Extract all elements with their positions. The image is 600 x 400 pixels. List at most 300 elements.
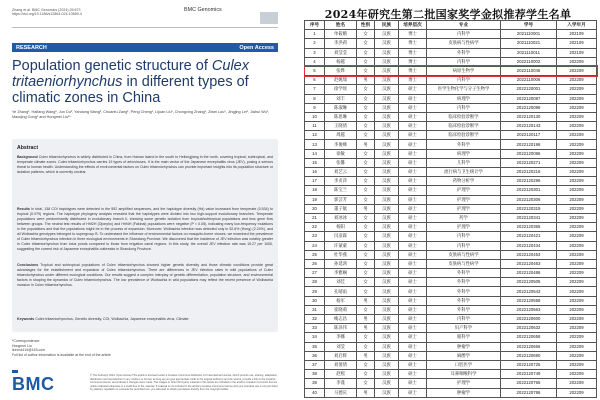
table-cell: 硕士 (399, 342, 427, 351)
abstract-box (12, 139, 278, 332)
table-cell: 硕士 (399, 149, 427, 158)
table-cell: 陈思琳 (325, 112, 357, 121)
table-cell: 202209 (557, 213, 597, 222)
table-cell: 徐敏 (325, 149, 357, 158)
table-cell: 硕士 (399, 158, 427, 167)
table-cell: 病原生物学 (427, 66, 501, 75)
table-cell: 女 (357, 149, 375, 158)
table-row (305, 168, 597, 177)
table-cell: 李谨 (325, 379, 357, 388)
table-cell: 202209 (557, 305, 597, 314)
table-cell: 硕士 (399, 333, 427, 342)
table-cell: 女 (357, 269, 375, 278)
table-cell: 汉族 (375, 48, 399, 57)
table-cell: 2022120558 (501, 296, 557, 305)
table-cell: 36 (305, 351, 325, 360)
table-cell: 女 (357, 259, 375, 268)
table-cell: 202109 (557, 48, 597, 57)
table-cell: 21 (305, 213, 325, 222)
table-row (305, 269, 597, 278)
article-type: RESEARCH (16, 44, 47, 51)
table-cell: 32 (305, 315, 325, 324)
table-row (305, 30, 597, 39)
table-cell: 2022120600 (501, 315, 557, 324)
table-cell: 202209 (557, 259, 597, 268)
table-cell: 女 (357, 186, 375, 195)
table-cell: 博士 (399, 57, 427, 66)
table-row (305, 204, 597, 213)
table-cell: 2022120001 (501, 85, 557, 94)
table-cell: 2022120296 (501, 177, 557, 186)
table-cell: 男 (357, 76, 375, 85)
table-cell: 2022120563 (501, 305, 557, 314)
table-cell: 肿瘤学 (427, 342, 501, 351)
table-cell: 202209 (557, 342, 597, 351)
table-cell: 汉族 (375, 305, 399, 314)
table-cell: 2022120543 (501, 287, 557, 296)
table-cell: 29 (305, 287, 325, 296)
table-cell: 202209 (557, 149, 597, 158)
table-row (305, 213, 597, 222)
table-cell: 刘启辉 (325, 351, 357, 360)
table-row (305, 351, 597, 360)
table-header-row (305, 21, 597, 30)
table-cell: 202209 (557, 57, 597, 66)
table-cell: 28 (305, 278, 325, 287)
table-cell: 单筱娥 (325, 30, 357, 39)
column-header: 培养层次 (399, 21, 427, 30)
table-cell: 汉族 (375, 76, 399, 85)
table-cell: 杨阳 (325, 223, 357, 232)
table-cell: 2022120463 (501, 259, 557, 268)
table-cell: 2022120486 (501, 269, 557, 278)
header-divider (12, 27, 278, 28)
table-cell: 2022120087 (501, 94, 557, 103)
table-cell: 刘艺云 (325, 168, 357, 177)
table-cell: 病理学 (427, 149, 501, 158)
table-cell: 2022120453 (501, 250, 557, 259)
table-row (305, 76, 597, 85)
table-cell: 女 (357, 112, 375, 121)
table-cell: 女 (357, 360, 375, 369)
table-cell: 陈淑琳 (325, 103, 357, 112)
table-cell: 202209 (557, 370, 597, 379)
table-cell: 硕士 (399, 122, 427, 131)
table-row (305, 103, 597, 112)
table-cell: 硕士 (399, 241, 427, 250)
table-cell: 2022120341 (501, 213, 557, 222)
table-cell: 郭芸芳 (325, 195, 357, 204)
table-cell: 汉族 (375, 85, 399, 94)
table-cell: 汉族 (375, 269, 399, 278)
table-cell: 护理学 (427, 223, 501, 232)
column-header: 入学年月 (557, 21, 597, 30)
table-cell: 女 (357, 122, 375, 131)
table-cell: 汉族 (375, 315, 399, 324)
table-row (305, 324, 597, 333)
table-row (305, 48, 597, 57)
table-cell: 11 (305, 122, 325, 131)
table-cell: 202209 (557, 296, 597, 305)
table-cell: 汉族 (375, 223, 399, 232)
table-cell: 8 (305, 94, 325, 103)
table-cell: 202209 (557, 122, 597, 131)
table-cell: 外科学 (427, 305, 501, 314)
table-cell: 202209 (557, 177, 597, 186)
table-cell: 202209 (557, 131, 597, 140)
table-cell: 周越 (325, 131, 357, 140)
column-header: 专业 (427, 21, 501, 30)
table-cell: 博士 (399, 66, 427, 75)
table-cell: 病理学 (427, 94, 501, 103)
table-cell: 2021110021 (501, 39, 557, 48)
table-cell: 25 (305, 250, 325, 259)
table-cell: 汉族 (375, 195, 399, 204)
table-cell: 女 (357, 287, 375, 296)
table-cell: 女 (357, 30, 375, 39)
table-cell: 202209 (557, 241, 597, 250)
table-cell: 2022120196 (501, 140, 557, 149)
table-cell: 硕士 (399, 388, 427, 397)
table-cell: 男 (357, 388, 375, 397)
table-cell: 女 (357, 379, 375, 388)
table-cell: 汉族 (375, 103, 399, 112)
table-cell: 女 (357, 223, 375, 232)
table-cell: 女 (357, 370, 375, 379)
table-cell: 202209 (557, 232, 597, 241)
table-cell: 2022110046 (501, 66, 557, 75)
table-cell: 汉族 (375, 342, 399, 351)
table-row (305, 232, 597, 241)
table-cell: 硕士 (399, 379, 427, 388)
table-cell: 33 (305, 324, 325, 333)
table-cell: 30 (305, 296, 325, 305)
table-cell: 27 (305, 269, 325, 278)
table-cell: 硕士 (399, 112, 427, 121)
table-cell: 许蒙蒙 (325, 241, 357, 250)
table-cell: 202209 (557, 195, 597, 204)
table-row (305, 39, 597, 48)
table-cell: 博士 (399, 30, 427, 39)
column-header: 性别 (357, 21, 375, 30)
table-cell: 202209 (557, 223, 597, 232)
table-cell: 202209 (557, 103, 597, 112)
table-cell: 202209 (557, 112, 597, 121)
table-cell: 5 (305, 66, 325, 75)
table-row (305, 149, 597, 158)
table-cell: 202209 (557, 287, 597, 296)
table-cell: 202209 (557, 76, 597, 85)
table-cell: 马德庆 (325, 388, 357, 397)
table-cell: 汉族 (375, 324, 399, 333)
table-cell: 汉族 (375, 131, 399, 140)
table-cell: 7 (305, 85, 325, 94)
table-cell: 刘佳 (325, 278, 357, 287)
table-cell: 女 (357, 39, 375, 48)
table-cell: 硕士 (399, 94, 427, 103)
table-cell: 2022120130 (501, 112, 557, 121)
table-cell: 内科学 (427, 315, 501, 324)
table-row (305, 250, 597, 259)
table-cell: 硕士 (399, 259, 427, 268)
table-row (305, 66, 597, 75)
table-cell: 女 (357, 66, 375, 75)
table-cell: 临床检验诊断学 (427, 112, 501, 121)
table-row (305, 360, 597, 369)
table-cell: 肿瘤学 (427, 388, 501, 397)
table-cell: 妇产科学 (427, 324, 501, 333)
article-type-banner (12, 43, 278, 52)
table-cell: 汉族 (375, 66, 399, 75)
table-cell: 张馨 (325, 158, 357, 167)
table-cell: 男 (357, 315, 375, 324)
table-cell: 2022110006 (501, 76, 557, 85)
table-row (305, 379, 597, 388)
table-cell: 202209 (557, 324, 597, 333)
table-cell: 内科学 (427, 232, 501, 241)
table-cell: 赵熙 (325, 370, 357, 379)
table-cell: 汉族 (375, 122, 399, 131)
table-row (305, 278, 597, 287)
table-cell: 外科学 (427, 269, 501, 278)
table-cell: 女 (357, 305, 375, 314)
list-title: 2024年研究生第二批国家奖学金拟推荐学生名单 (324, 8, 572, 21)
table-cell: 2022120434 (501, 241, 557, 250)
table-cell: 35 (305, 342, 325, 351)
table-cell: 汉族 (375, 232, 399, 241)
table-cell: 张烨 (325, 66, 357, 75)
table-cell: 2022120632 (501, 324, 557, 333)
paper-title: Population genetic structure of Culex tritaeniorhynchus in different types of climatic zones in China (12, 58, 249, 106)
table-cell: 汉族 (375, 30, 399, 39)
table-cell: 23 (305, 232, 325, 241)
table-cell: 麻醉学 (427, 351, 501, 360)
table-cell: 崔晓萌 (325, 305, 357, 314)
table-cell: 2022120216 (501, 168, 557, 177)
table-cell: 博士 (399, 76, 427, 85)
table-cell: 31 (305, 305, 325, 314)
table-row (305, 186, 597, 195)
table-cell: 女 (357, 177, 375, 186)
table-cell: 耳鼻咽喉科学 (427, 370, 501, 379)
table-row (305, 342, 597, 351)
table-cell: 汉族 (375, 112, 399, 121)
table-cell: 汉族 (375, 94, 399, 103)
table-cell: 硕士 (399, 103, 427, 112)
table-cell: 硕士 (399, 131, 427, 140)
table-cell: 汉族 (375, 140, 399, 149)
table-cell: 女 (357, 131, 375, 140)
table-cell: 硕士 (399, 213, 427, 222)
table-row (305, 259, 597, 268)
table-cell: 6 (305, 76, 325, 85)
table-cell: 14 (305, 149, 325, 158)
table-row (305, 122, 597, 131)
table-cell: 汉族 (375, 333, 399, 342)
table-cell: 刘丰 (325, 94, 357, 103)
table-cell: 内科学 (427, 76, 501, 85)
table-cell: 汉族 (375, 370, 399, 379)
table-cell: 外科学 (427, 296, 501, 305)
open-access-label: Open Access (239, 44, 274, 51)
table-cell: 护理学 (427, 186, 501, 195)
table-cell: 汉族 (375, 204, 399, 213)
table-cell: 17 (305, 177, 325, 186)
table-cell: 26 (305, 259, 325, 268)
table-cell: 2022120365 (501, 223, 557, 232)
table-cell: 博士 (399, 48, 427, 57)
abstract-heading: Abstract (17, 145, 39, 151)
table-cell: 2022120306 (501, 195, 557, 204)
table-cell: 流行病与卫生统计学 (427, 168, 501, 177)
table-cell: 39 (305, 379, 325, 388)
table-cell: 汉族 (375, 379, 399, 388)
column-header: 姓名 (325, 21, 357, 30)
table-cell: 内科学 (427, 103, 501, 112)
table-cell: 2 (305, 39, 325, 48)
table-cell: 口腔医学 (427, 360, 501, 369)
journal-logo (260, 12, 278, 24)
table-body (305, 30, 597, 398)
species-name: Culex tritaeniorhynchus (12, 58, 249, 90)
column-header: 序号 (305, 21, 325, 30)
correspondence: *Correspondence: Hongmei Liu liuhm4416@163.com Full list of author information is available at the end of the article (12, 339, 111, 357)
table-cell: 护理学 (427, 204, 501, 213)
table-cell: 202209 (557, 168, 597, 177)
table-cell: 王晓倩 (325, 122, 357, 131)
table-row (305, 195, 597, 204)
table-row (305, 140, 597, 149)
table-cell: 女 (357, 85, 375, 94)
table-cell: 孙延鸿 (325, 259, 357, 268)
table-cell: 硕士 (399, 177, 427, 186)
table-cell: 护理学 (427, 379, 501, 388)
table-cell: 皮肤病与性病学 (427, 259, 501, 268)
table-cell: 2022120725 (501, 360, 557, 369)
table-cell: 202209 (557, 351, 597, 360)
table-cell: 13 (305, 140, 325, 149)
table-cell: 博士 (399, 39, 427, 48)
table-cell: 202109 (557, 30, 597, 39)
table-cell: 硕士 (399, 232, 427, 241)
table-cell: 4 (305, 57, 325, 66)
table-row (305, 287, 597, 296)
table-row (305, 241, 597, 250)
table-cell: 24 (305, 241, 325, 250)
table-cell: 内科学 (427, 30, 501, 39)
table-cell: 刘倩倩 (325, 360, 357, 369)
table-cell: 汉族 (375, 250, 399, 259)
table-cell: 汉族 (375, 158, 399, 167)
table-cell: 汉族 (375, 149, 399, 158)
publisher-logo: BMC (12, 374, 55, 394)
table-cell: 汉族 (375, 241, 399, 250)
table-cell: 硕士 (399, 186, 427, 195)
table-cell: 孔晴雨 (325, 287, 357, 296)
table-cell: 女 (357, 94, 375, 103)
table-cell: 2022120143 (501, 122, 557, 131)
table-cell: 女 (357, 213, 375, 222)
paper-first-page (2, 2, 288, 398)
table-cell: 硕士 (399, 195, 427, 204)
table-cell: 硕士 (399, 250, 427, 259)
table-cell: 眼科学 (427, 333, 501, 342)
table-cell: 12 (305, 131, 325, 140)
table-cell: 皮肤病与性病学 (427, 39, 501, 48)
table-cell: 硕士 (399, 85, 427, 94)
table-cell: 硕士 (399, 305, 427, 314)
table-cell: 女 (357, 48, 375, 57)
table-cell: 34 (305, 333, 325, 342)
table-cell: 202209 (557, 66, 597, 75)
table-cell: 202209 (557, 315, 597, 324)
table-cell: 37 (305, 360, 325, 369)
table-cell: 硕士 (399, 315, 427, 324)
table-cell: 硕士 (399, 296, 427, 305)
table-cell: 临床检验诊断学 (427, 122, 501, 131)
table-cell: 杨军 (325, 296, 357, 305)
table-cell: 3 (305, 48, 325, 57)
table-row (305, 112, 597, 121)
table-cell: 2022120765 (501, 379, 557, 388)
table-row (305, 315, 597, 324)
table-cell: 男 (357, 351, 375, 360)
abstract-conclusions: Conclusions Tropical and subtropical populations of Culex tritaeniorhynchus showed higher genetic diversity and those climatic conditions provide great advantages for the establishment and expansion of Culex tritaeniorhynchus. There are differences in JEV infection rates in wild populations of Culex tritaeniorhynchus under different ecological conditions. Our results suggest a complex interplay of genetic differentiation, population structure, and environmental factors in shaping the dynamics of Culex tritaeniorhynchus. The low prevalence of Wolbachia in wild populations may reflect the recent presence of Wolbachia invasion in Culex tritaeniorhynchus. (17, 263, 274, 288)
table-cell: 硕士 (399, 140, 427, 149)
table-cell: 2022120690 (501, 351, 557, 360)
table-cell: 外科学 (427, 287, 501, 296)
table-row (305, 305, 597, 314)
table-cell: 皮肤病与性病学 (427, 250, 501, 259)
table-cell: 男 (357, 324, 375, 333)
table-cell: 李俊峰 (325, 140, 357, 149)
table-cell: 董子航 (325, 204, 357, 213)
column-header: 民族 (375, 21, 399, 30)
table-cell: 9 (305, 103, 325, 112)
table-cell: 男 (357, 140, 375, 149)
table-row (305, 388, 597, 397)
table-cell: 2022110002 (501, 57, 557, 66)
table-cell: 硕士 (399, 370, 427, 379)
table-cell: 汉族 (375, 278, 399, 287)
table-cell: 外科学 (427, 278, 501, 287)
table-cell: 硕士 (399, 278, 427, 287)
table-cell: 202209 (557, 379, 597, 388)
table-cell: 2022120117 (501, 131, 557, 140)
table-cell: 李雅娴 (325, 269, 357, 278)
table-cell: 22 (305, 223, 325, 232)
table-cell: 药学 (427, 213, 501, 222)
keywords: Keywords Culex tritaeniorhynchus, Genetic diversity, COI, Wolbachia, Japanese encephalitis virus, Climate (17, 317, 189, 321)
table-cell: 李洪莉 (325, 39, 357, 48)
abstract-results: Results In total, 138 COI haplotypes were detected in the 552 amplified sequences, and the haplotype diversity (Hd) value increased from temperate (0.534) to tropical (0.979) regions. The haplotype phylogeny analysis revealed that the haplotypes were divided into two high-support evolutionary branches. Temperate populations were predominantly distributed in evolutionary branch II, showing some genetic isolation from tropical/subtropical populations and less gene flow between groups. The neutral test results of Hhf2H (Ojonyho) and Hhf4H (Fakinai) populations were negative (P < 0.05), indicating many low-frequency mutations in the populations and that the populations might be in the process of expansion. Moreover, Wolbachia infection was detected only in 52.6% (Hong) (2.24%), and all Wolbachia genotypes belonged to supergroup B. To understand the influence of environmental factors on mosquito-borne viruses, we examined the prevalence of Culex tritaeniorhynchus infection in three ecological environments in Shandong Province. We discovered that the incidence of JEV infection was notably greater in Culex tritaeniorhynchus from lotus ponds compared to those from irrigation canal regions. In this study, the overall JEV infection rate was 15.27 per 1000, suggesting the current risk of Japanese encephalitis outbreaks in Shandong Province. (17, 207, 273, 252)
table-cell: 硕士 (399, 287, 427, 296)
table-cell: 硕士 (399, 351, 427, 360)
table-row (305, 333, 597, 342)
table-cell: 男 (357, 204, 375, 213)
table-cell: 硕士 (399, 360, 427, 369)
table-cell: 硕士 (399, 223, 427, 232)
table-cell: 内科学 (427, 57, 501, 66)
table-cell: 刘莹莹 (325, 48, 357, 57)
table-cell: 李贞萍 (325, 177, 357, 186)
table-cell: 202209 (557, 388, 597, 397)
table-cell: 内科学 (427, 241, 501, 250)
journal-name: BMC Genomics (184, 7, 222, 13)
table-cell: 2022120421 (501, 232, 557, 241)
table-cell: 2022120666 (501, 342, 557, 351)
table-cell: 202209 (557, 204, 597, 213)
